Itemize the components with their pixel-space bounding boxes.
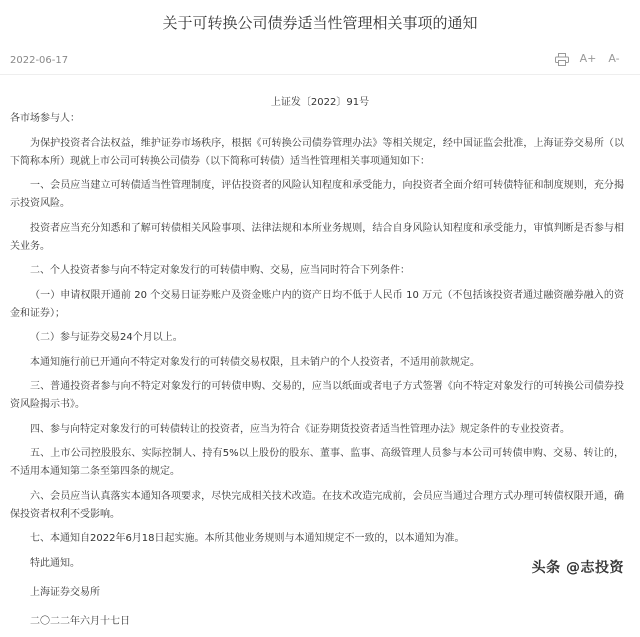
paragraph: 一、会员应当建立可转债适当性管理制度，评估投资者的风险认知程度和承受能力，向投资者全面介绍可转债特征和制度规则，充分揭示投资风险。 xyxy=(10,180,624,209)
font-increase-button[interactable] xyxy=(580,52,596,66)
paragraph: 为保护投资者合法权益，维护证券市场秩序，根据《可转换公司债券管理办法》等相关规定，经中国证监会批准，上海证券交易所（以下简称本所）现就上市公司可转换公司债券（以下简称可转债）适当性管理相关事项通知如下： xyxy=(10,137,624,167)
source-watermark: 头条 @志投资 xyxy=(531,560,624,576)
paragraph: （二）参与证券交易24个月以上。 xyxy=(30,332,183,343)
paragraph: 五、上市公司控股股东、实际控制人、持有5%以上股份的股东、董事、监事、高级管理人员参与本公司可转债申购、交易、转让的，不适用本通知第二条至第四条的规定。 xyxy=(10,448,624,477)
font-decrease-label: A- xyxy=(608,52,620,65)
paragraph: （一）申请权限开通前 20 个交易日证券账户及资金账户内的资产日均不低于人民币 10 万元（不包括该投资者通过融资融券融入的资金和证券）； xyxy=(10,289,624,319)
signature-date: 二〇二二年六月十七日 xyxy=(30,615,130,627)
paragraph: 三、普通投资者参与向不特定对象发行的可转债申购、交易的，应当以纸面或者电子方式签署《向不特定对象发行的可转换公司债券投资风险揭示书》。 xyxy=(10,381,624,410)
signature-org: 上海证券交易所 xyxy=(30,586,100,598)
header-divider xyxy=(0,74,640,75)
document-number: 上证发〔2022〕91号 xyxy=(270,97,370,108)
paragraph: 本通知施行前已开通向不特定对象发行的可转债交易权限，且未销户的个人投资者，不适用前款规定。 xyxy=(30,356,480,368)
salutation: 各市场参与人： xyxy=(10,113,80,124)
paragraph: 投资者应当充分知悉和了解可转债相关风险事项、法律法规和本所业务规则，结合自身风险认知程度和承受能力，审慎判断是否参与相关业务。 xyxy=(10,222,624,252)
paragraph: 六、会员应当认真落实本通知各项要求，尽快完成相关技术改造。在技术改造完成前，会员应当通过合理方式办理可转债权限开通，确保投资者权利不受影响。 xyxy=(10,490,624,520)
paragraph: 二、个人投资者参与向不特定对象发行的可转债申购、交易，应当同时符合下列条件： xyxy=(30,265,410,276)
article-title: 关于可转换公司债券适当性管理相关事项的通知 xyxy=(162,14,478,32)
font-decrease-button[interactable] xyxy=(606,52,622,66)
paragraph: 七、本通知自2022年6月18日起实施。本所其他业务规则与本通知规定不一致的，以本通知为准。 xyxy=(30,533,465,544)
paragraph: 四、参与向特定对象发行的可转债转让的投资者，应当为符合《证券期货投资者适当性管理办法》规定条件的专业投资者。 xyxy=(30,423,570,435)
print-icon[interactable] xyxy=(554,52,570,66)
font-increase-label: A+ xyxy=(579,52,597,65)
publish-date: 2022-06-17 xyxy=(10,55,69,66)
article-toolbar xyxy=(554,52,622,66)
closing-line: 特此通知。 xyxy=(30,557,80,569)
